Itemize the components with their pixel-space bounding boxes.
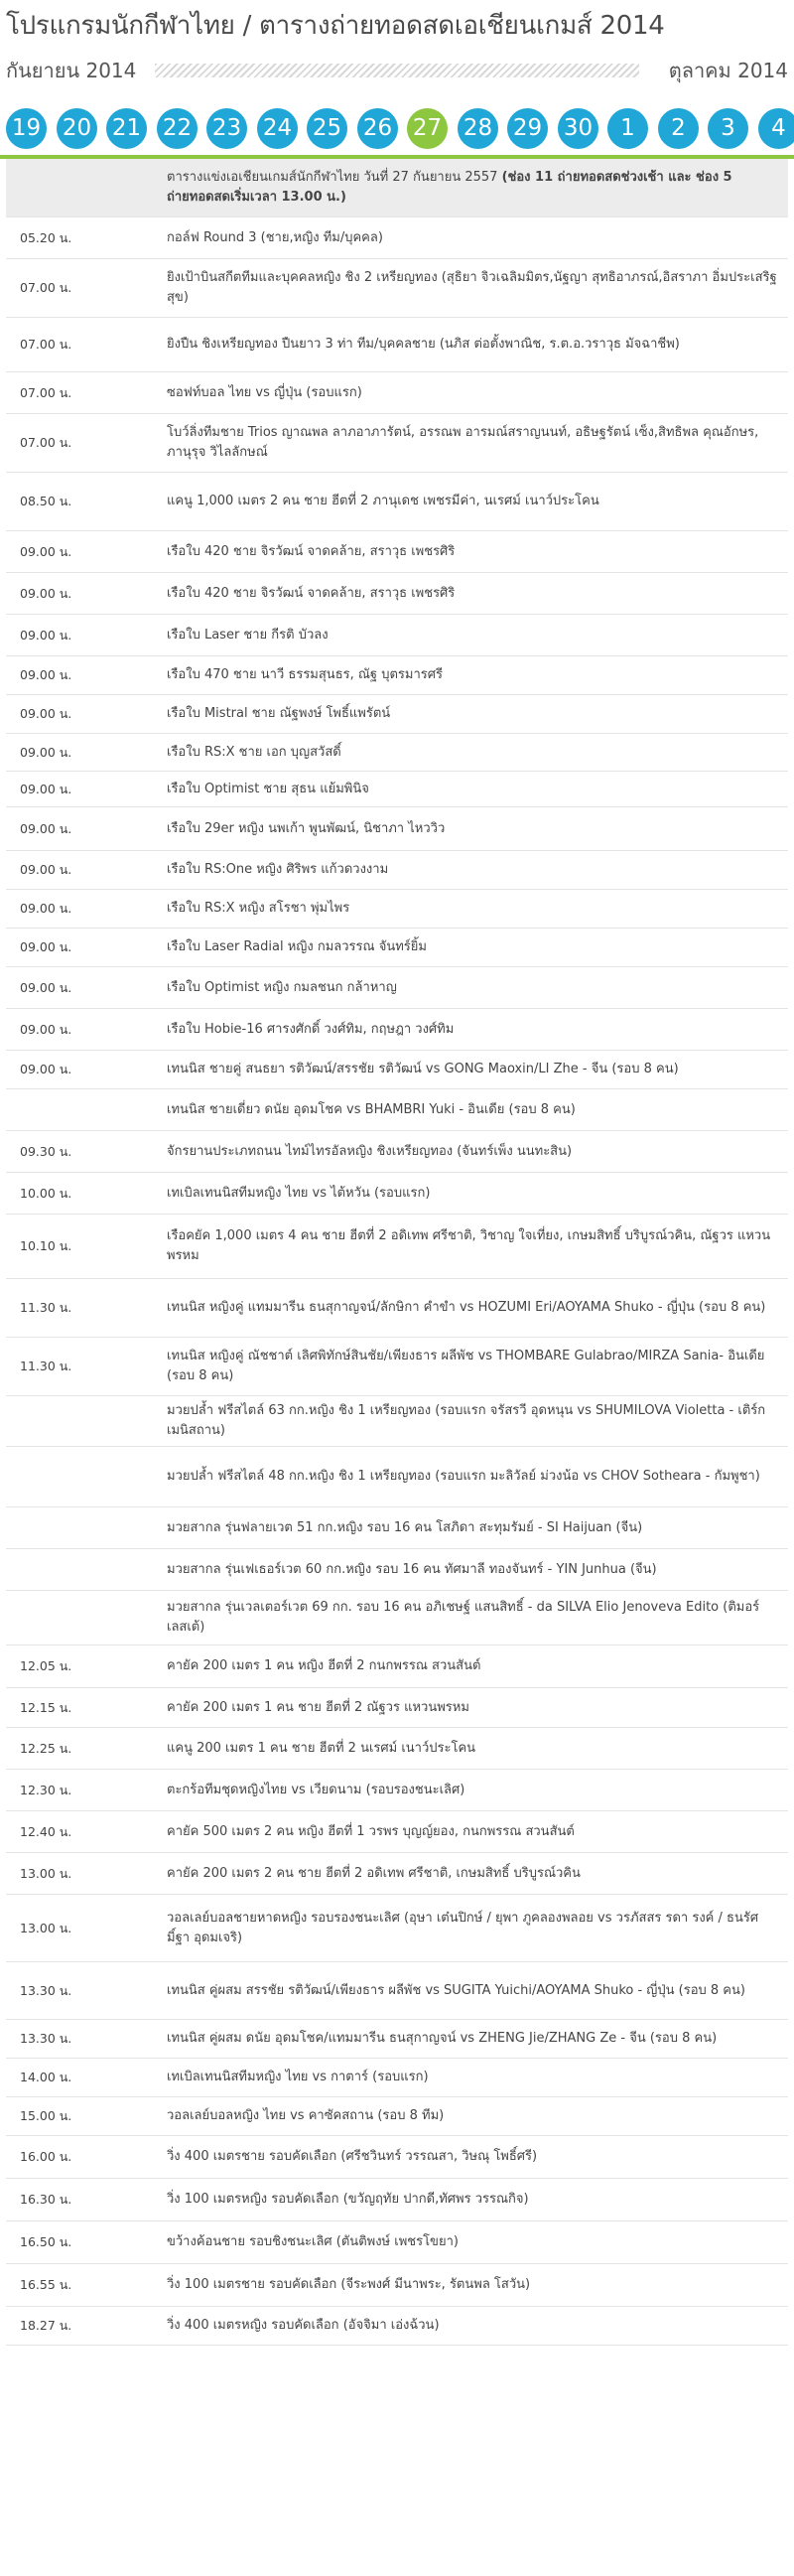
day-24[interactable]: 24 bbox=[257, 108, 298, 149]
event-description: เรือใบ 420 ชาย จิรวัฒน์ จาดคล้าย, สราวุธ เพชรศิริ bbox=[167, 585, 456, 601]
event-description: จักรยานประเภทถนน ไทม์ไทรอัลหญิง ชิงเหรียญทอง (จันทร์เพ็ง นนทะสิน) bbox=[167, 1143, 573, 1159]
event-description: เทนนิส หญิงคู่ แทมมารีน ธนสุกาญจน์/ลักษิกา คำขำ vs HOZUMI Eri/AOYAMA Shuko - ญี่ปุ่น (รอบ 8 คน) bbox=[167, 1300, 766, 1315]
month-label-october: ตุลาคม 2014 bbox=[663, 58, 788, 83]
day-2[interactable]: 2 bbox=[658, 108, 699, 149]
event-description: เรือใบ 29er หญิง นพเก้า พูนพัฒน์, นิชาภา ไหววิว bbox=[167, 820, 446, 836]
schedule-row bbox=[6, 1279, 788, 1338]
event-description: เรือใบ Optimist ชาย สุธน แย้มพินิจ bbox=[167, 781, 369, 796]
event-time: 12.05 น. bbox=[20, 1658, 72, 1673]
event-time: 09.00 น. bbox=[20, 585, 72, 601]
schedule-row bbox=[6, 1338, 788, 1396]
schedule-row bbox=[6, 217, 788, 259]
event-time: 13.00 น. bbox=[20, 1920, 72, 1935]
event-description: เรือใบ RS:X หญิง สโรชา พุ่มไพร bbox=[167, 901, 350, 916]
event-time: 12.25 น. bbox=[20, 1740, 72, 1756]
event-description: มวยสากล รุ่นเวลเตอร์เวต 69 กก. รอบ 16 คน อภิเชษฐ์ แสนสิทธิ์ - da SILVA Elio Jenoveva Edito (ติมอร์ เลสเต้) bbox=[167, 1600, 760, 1635]
event-description: กอล์ฟ Round 3 (ชาย,หญิง ทีม/บุคคล) bbox=[167, 229, 383, 245]
schedule-row bbox=[6, 734, 788, 772]
event-time: 07.00 น. bbox=[20, 337, 72, 352]
event-time: 10.00 น. bbox=[20, 1185, 72, 1201]
schedule-row bbox=[6, 1728, 788, 1770]
event-description: เทนนิส ชายเดี่ยว ดนัย อุดมโชค vs BHAMBRI Yuki - อินเดีย (รอบ 8 คน) bbox=[167, 1101, 576, 1117]
event-time: 16.30 น. bbox=[20, 2192, 72, 2207]
month-label-september: กันยายน 2014 bbox=[6, 58, 142, 83]
schedule-row bbox=[6, 414, 788, 473]
schedule-row bbox=[6, 2136, 788, 2179]
event-time: 13.30 น. bbox=[20, 2031, 72, 2046]
event-description: เรือใบ Hobie-16 ศารงศักดิ์ วงศ์ทิม, กฤษฎา วงศ์ทิม bbox=[167, 1021, 455, 1037]
event-description: ยิงเป้าบินสกีตทีมและบุคคลหญิง ชิง 2 เหรียญทอง (สุธิยา จิวเฉลิมมิตร,นัฐญา สุทธิอาภรณ์,อิสราภา อิ่มประเสริฐสุข) bbox=[167, 270, 777, 305]
event-time: 11.30 น. bbox=[20, 1359, 72, 1373]
schedule-row bbox=[6, 1853, 788, 1895]
event-time: 10.10 น. bbox=[20, 1238, 72, 1253]
event-description: ยิงปืน ชิงเหรียญทอง ปืนยาว 3 ท่า ทีม/บุคคลชาย (นภิส ต่อตั้งพาณิช, ร.ต.อ.วราวุธ มัจฉาชีพ) bbox=[167, 337, 680, 352]
event-description: เรือใบ RS:X ชาย เอก บุญสวัสดิ์ bbox=[167, 744, 341, 760]
schedule-table bbox=[6, 159, 788, 2346]
event-description: คายัค 200 เมตร 1 คน หญิง ฮีตที่ 2 กนกพรรณ สวนสันต์ bbox=[167, 1658, 481, 1673]
event-time: 09.00 น. bbox=[20, 744, 72, 760]
page-title: โปรแกรมนักกีฬาไทย / ตารางถ่ายทอดสดเอเชียนเกมส์ 2014 bbox=[6, 11, 665, 41]
event-description: วิ่ง 100 เมตรหญิง รอบคัดเลือก (ขวัญฤทัย ปากดี,ทัศพร วรรณกิจ) bbox=[167, 2192, 529, 2207]
event-time: 15.00 น. bbox=[20, 2108, 72, 2123]
schedule-row bbox=[6, 1089, 788, 1131]
event-description: แคนู 1,000 เมตร 2 คน ชาย ฮีตที่ 2 ภานุเดช เพชรมีค่า, นเรศม์ เนาว์ประโคน bbox=[167, 494, 599, 508]
event-time: 09.00 น. bbox=[20, 820, 72, 836]
event-time: 09.00 น. bbox=[20, 781, 72, 796]
day-selector bbox=[6, 108, 788, 148]
day-26[interactable]: 26 bbox=[357, 108, 398, 149]
event-time: 09.00 น. bbox=[20, 543, 72, 559]
event-time: 16.55 น. bbox=[20, 2277, 72, 2292]
event-description: เทนนิส ชายคู่ สนธยา รติวัฒน์/สรรชัย รติวัฒน์ vs GONG Maoxin/LI Zhe - จีน (รอบ 8 คน) bbox=[167, 1062, 679, 1076]
event-time: 09.00 น. bbox=[20, 979, 72, 995]
event-description: เรือใบ RS:One หญิง ศิริพร แก้วดวงงาม bbox=[167, 862, 389, 877]
schedule-row bbox=[6, 929, 788, 967]
event-time: 09.00 น. bbox=[20, 1062, 72, 1076]
event-time: 09.00 น. bbox=[20, 627, 72, 643]
hatch-divider bbox=[155, 64, 639, 77]
schedule-row bbox=[6, 1173, 788, 1215]
schedule-row bbox=[6, 695, 788, 734]
day-1[interactable]: 1 bbox=[607, 108, 648, 149]
event-description: คายัค 200 เมตร 1 คน ชาย ฮีตที่ 2 ณัฐวร แหวนพรหม bbox=[167, 1699, 469, 1715]
event-description: มวยสากล รุ่นเฟเธอร์เวต 60 กก.หญิง รอบ 16 คน ทัศมาลี ทองจันทร์ - YIN Junhua (จีน) bbox=[167, 1561, 657, 1577]
schedule-row bbox=[6, 1396, 788, 1447]
event-description: ซอฟท์บอล ไทย vs ญี่ปุ่น (รอบแรก) bbox=[167, 384, 362, 400]
event-description: เรือคยัค 1,000 เมตร 4 คน ชาย ฮีตที่ 2 อดิเทพ ศรีชาติ, วิชาญ ใจเที่ยง, เกษมสิทธิ์ บริบูรณ์วคิน, ณัฐวร แหวนพรหม bbox=[167, 1228, 771, 1263]
event-description: วิ่ง 400 เมตรชาย รอบคัดเลือก (ศรีชวินทร์ วรรณสา, วิษณุ โพธิ์ศรี) bbox=[167, 2149, 538, 2164]
event-time: 16.50 น. bbox=[20, 2234, 72, 2249]
schedule-row bbox=[6, 573, 788, 615]
schedule-rows bbox=[6, 217, 788, 2346]
schedule-row bbox=[6, 1962, 788, 2020]
event-description: เทเบิลเทนนิสทีมหญิง ไทย vs กาตาร์ (รอบแรก) bbox=[167, 2070, 429, 2084]
event-time: 16.00 น. bbox=[20, 2149, 72, 2164]
intro-text bbox=[167, 168, 778, 208]
day-27[interactable]: 27 bbox=[407, 108, 448, 149]
event-time: 12.15 น. bbox=[20, 1699, 72, 1715]
event-description: โบว์ลิ่งทีมชาย Trios ญาณพล ลาภอาภารัตน์, อรรณพ อารมณ์สราญนนท์, อธิษฐรัตน์ เซ็ง,สิทธิพล คุณอักษร, ภานุรุจ วิไลลักษณ์ bbox=[167, 425, 759, 460]
event-time: 13.30 น. bbox=[20, 1982, 72, 1998]
schedule-row bbox=[6, 807, 788, 851]
event-description: มวยปล้ำ ฟรีสไตล์ 48 กก.หญิง ชิง 1 เหรียญทอง (รอบแรก มะลิวัลย์ ม่วงน้อ vs CHOV Sotheara - กัมพูชา) bbox=[167, 1469, 760, 1484]
event-time: 07.00 น. bbox=[20, 280, 72, 295]
event-description: ตะกร้อทีมชุดหญิงไทย vs เวียดนาม (รอบรองชนะเลิศ) bbox=[167, 1782, 465, 1797]
schedule-row bbox=[6, 2179, 788, 2221]
event-time: 09.00 น. bbox=[20, 901, 72, 916]
schedule-row bbox=[6, 2307, 788, 2346]
event-description: เทเบิลเทนนิสทีมหญิง ไทย vs ไต้หวัน (รอบแรก) bbox=[167, 1185, 431, 1201]
schedule-row bbox=[6, 656, 788, 695]
event-time: 07.00 น. bbox=[20, 435, 72, 450]
schedule-row bbox=[6, 2221, 788, 2264]
event-description: เรือใบ 420 ชาย จิรวัฒน์ จาดคล้าย, สราวุธ เพชรศิริ bbox=[167, 543, 456, 559]
schedule-row bbox=[6, 473, 788, 531]
day-3[interactable]: 3 bbox=[708, 108, 748, 149]
event-description: เรือใบ Laser Radial หญิง กมลวรรณ จันทร์ยิ้ม bbox=[167, 939, 427, 954]
schedule-row bbox=[6, 1770, 788, 1811]
day-23[interactable]: 23 bbox=[206, 108, 247, 149]
schedule-row bbox=[6, 1646, 788, 1688]
event-description: คายัค 500 เมตร 2 คน หญิง ฮีตที่ 1 วรพร บุญญ์ยอง, กนกพรรณ สวนสันต์ bbox=[167, 1823, 575, 1839]
event-description: เรือใบ Optimist หญิง กมลชนก กล้าหาญ bbox=[167, 979, 397, 995]
event-description: มวยปล้ำ ฟรีสไตล์ 63 กก.หญิง ชิง 1 เหรียญทอง (รอบแรก จรัสรวี อุดหนุน vs SHUMILOVA Violetta - เติร์กเมนิสถาน) bbox=[167, 1403, 766, 1438]
schedule-row bbox=[6, 1215, 788, 1279]
day-30[interactable]: 30 bbox=[558, 108, 598, 149]
schedule-row bbox=[6, 1895, 788, 1962]
intro-row bbox=[6, 159, 788, 217]
schedule-row bbox=[6, 967, 788, 1009]
schedule-row bbox=[6, 1811, 788, 1853]
schedule-row bbox=[6, 2264, 788, 2307]
day-4[interactable]: 4 bbox=[758, 108, 794, 149]
event-description: ขว้างค้อนชาย รอบชิงชนะเลิศ (ตันติพงษ์ เพชรโขยา) bbox=[167, 2234, 459, 2249]
schedule-row bbox=[6, 890, 788, 929]
event-description: เทนนิส คู่ผสม ดนัย อุดมโชค/แทมมารีน ธนสุกาญจน์ vs ZHENG Jie/ZHANG Ze - จีน (รอบ 8 คน) bbox=[167, 2031, 718, 2046]
event-time: 09.00 น. bbox=[20, 667, 72, 682]
schedule-row bbox=[6, 1507, 788, 1549]
schedule-row bbox=[6, 1009, 788, 1051]
event-time: 12.40 น. bbox=[20, 1823, 72, 1839]
event-time: 09.30 น. bbox=[20, 1143, 72, 1159]
event-description: วอลเลย์บอลหญิง ไทย vs คาซัคสถาน (รอบ 8 ทีม) bbox=[167, 2108, 445, 2123]
schedule-row bbox=[6, 772, 788, 807]
event-time: 18.27 น. bbox=[20, 2318, 72, 2333]
event-description: เรือใบ Mistral ชาย ณัฐพงษ์ โพธิ์แพรัตน์ bbox=[167, 706, 391, 721]
schedule-row bbox=[6, 1447, 788, 1507]
schedule-row bbox=[6, 1051, 788, 1089]
event-time: 12.30 น. bbox=[20, 1782, 72, 1797]
event-description: เรือใบ Laser ชาย กีรติ บัวลง bbox=[167, 627, 329, 643]
schedule-row bbox=[6, 1591, 788, 1646]
schedule-row bbox=[6, 2097, 788, 2136]
event-description: เทนนิส คู่ผสม สรรชัย รติวัฒน์/เพียงธาร ผลีพัช vs SUGITA Yuichi/AOYAMA Shuko - ญี่ปุ่น (รอบ 8 คน) bbox=[167, 1982, 745, 1998]
event-description: วิ่ง 400 เมตรหญิง รอบคัดเลือก (อัจจิมา เอ่งฉ้วน) bbox=[167, 2318, 440, 2333]
event-time: 11.30 น. bbox=[20, 1300, 72, 1315]
intro-text-bold: (ช่อง 11 ถ่ายทอดสดช่วงเช้า และ ช่อง 5 ถ่ายทอดสดเริ่มเวลา 13.00 น.) bbox=[167, 170, 732, 205]
intro-text-regular: ตารางแข่งเอเชียนเกมส์นักกีฬาไทย วันที่ 27 กันยายน 2557 bbox=[167, 170, 502, 185]
event-time: 13.00 น. bbox=[20, 1865, 72, 1881]
schedule-row bbox=[6, 615, 788, 656]
event-time: 07.00 น. bbox=[20, 384, 72, 400]
event-time: 09.00 น. bbox=[20, 1021, 72, 1037]
day-29[interactable]: 29 bbox=[507, 108, 548, 149]
event-description: วอลเลย์บอลชายหาดหญิง รอบรองชนะเลิศ (อุษา เต๋นปิกษ์ / ยุพา ภูคลองพลอย vs วรภัสสร รดา รงค์ / ธนรัศมิ์ฐา อุดมเจริ) bbox=[167, 1910, 759, 1945]
schedule-row bbox=[6, 1549, 788, 1591]
event-description: มวยสากล รุ่นฟลายเวต 51 กก.หญิง รอบ 16 คน โสภิดา สะทุมรัมย์ - SI Haijuan (จีน) bbox=[167, 1519, 643, 1535]
schedule-row bbox=[6, 372, 788, 414]
schedule-row bbox=[6, 318, 788, 372]
schedule-row bbox=[6, 531, 788, 573]
schedule-row bbox=[6, 2020, 788, 2059]
event-description: วิ่ง 100 เมตรชาย รอบคัดเลือก (จีระพงศ์ มีนาพระ, รัตนพล โสวัน) bbox=[167, 2277, 531, 2292]
event-description: เทนนิส หญิงคู่ ณัชชาต์ เลิศพิทักษ์สินชัย/เพียงธาร ผลีพัช vs THOMBARE Gulabrao/MIRZA Sania- อินเดีย (รอบ 8 คน) bbox=[167, 1349, 765, 1383]
day-21[interactable]: 21 bbox=[106, 108, 147, 149]
event-description: คายัค 200 เมตร 2 คน ชาย ฮีตที่ 2 อดิเทพ ศรีชาติ, เกษมสิทธิ์ บริบูรณ์วคิน bbox=[167, 1865, 581, 1881]
schedule-row bbox=[6, 2059, 788, 2097]
schedule-row bbox=[6, 1131, 788, 1173]
event-description: แคนู 200 เมตร 1 คน ชาย ฮีตที่ 2 นเรศม์ เนาว์ประโคน bbox=[167, 1740, 476, 1756]
day-22[interactable]: 22 bbox=[157, 108, 198, 149]
day-20[interactable]: 20 bbox=[57, 108, 97, 149]
month-bar bbox=[6, 58, 788, 83]
event-time: 05.20 น. bbox=[20, 229, 72, 245]
day-28[interactable]: 28 bbox=[458, 108, 498, 149]
schedule-row bbox=[6, 259, 788, 318]
event-description: เรือใบ 470 ชาย นาวี ธรรมสุนธร, ณัฐ บุตรมารศรี bbox=[167, 667, 444, 682]
schedule-row bbox=[6, 851, 788, 890]
event-time: 09.00 น. bbox=[20, 862, 72, 877]
event-time: 09.00 น. bbox=[20, 706, 72, 721]
schedule-row bbox=[6, 1688, 788, 1728]
day-25[interactable]: 25 bbox=[307, 108, 347, 149]
event-time: 09.00 น. bbox=[20, 939, 72, 954]
day-19[interactable]: 19 bbox=[6, 108, 47, 149]
event-time: 08.50 น. bbox=[20, 494, 72, 508]
event-time: 14.00 น. bbox=[20, 2070, 72, 2084]
